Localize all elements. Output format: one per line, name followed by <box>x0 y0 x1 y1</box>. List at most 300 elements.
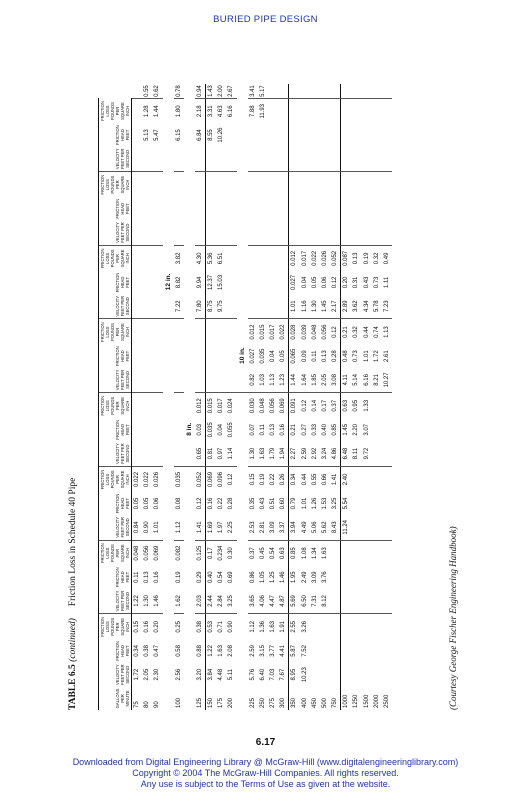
table-row <box>205 82 216 710</box>
value-cell <box>289 84 300 98</box>
value-cell: 2.30 <box>154 668 161 681</box>
value-cell: 4.11 <box>341 368 352 393</box>
value-cell <box>310 172 320 198</box>
value-cell <box>372 540 382 566</box>
value-cell: 2.25 <box>226 515 236 540</box>
value-cell <box>195 172 206 198</box>
value-cell <box>372 662 382 687</box>
value-cell: 8.75 <box>205 294 216 319</box>
value-cell <box>351 639 361 662</box>
table-row <box>195 82 206 710</box>
value-cell: 0.63 <box>341 393 352 419</box>
value-cell: 0.45 <box>259 547 266 559</box>
value-cell: 3.31 <box>205 98 216 123</box>
footer-line-3: Any use is subject to the Terms of Use as given at the website. <box>140 779 391 789</box>
value-cell <box>341 639 352 662</box>
value-cell: 0.04 <box>269 350 276 362</box>
column-header: FRICTION HEAD FEET <box>99 271 132 294</box>
value-cell: 3.07 <box>363 423 370 436</box>
value-cell <box>195 368 206 393</box>
value-cell: 0.38 <box>144 645 151 657</box>
value-cell: 0.15 <box>134 620 141 633</box>
value-cell: 0.039 <box>301 324 308 340</box>
value-cell: 7.31 <box>310 589 320 614</box>
table-row <box>278 82 289 710</box>
value-cell: 2.55 <box>289 614 300 640</box>
value-cell: 0.024 <box>228 398 235 414</box>
running-header: BURIED PIPE DESIGN <box>213 14 318 25</box>
value-cell <box>268 271 278 294</box>
value-cell <box>362 466 372 492</box>
value-cell: 3.94 <box>289 515 300 540</box>
value-cell: 0.44 <box>363 326 370 338</box>
value-cell <box>226 197 236 220</box>
value-cell: 1.33 <box>363 399 370 412</box>
spacer-cell <box>184 466 195 710</box>
value-cell <box>268 147 278 172</box>
value-cell: 4.06 <box>258 589 268 614</box>
value-cell: 0.22 <box>218 497 225 510</box>
value-cell <box>132 319 143 345</box>
value-cell: 0.58 <box>175 645 182 657</box>
value-cell <box>248 147 258 172</box>
value-cell <box>382 515 392 540</box>
page-number: 6.17 <box>255 737 276 748</box>
table-row <box>330 82 341 710</box>
column-header: FRICTION LOSS POUNDS PER SQUARE INCH <box>99 172 132 198</box>
value-cell: 7.23 <box>382 294 392 319</box>
value-cell: 0.015 <box>259 324 266 340</box>
value-cell <box>320 98 330 123</box>
value-cell: 5.36 <box>205 245 216 271</box>
value-cell: 4.86 <box>330 441 341 466</box>
value-cell: 0.017 <box>301 250 308 266</box>
value-cell <box>330 220 341 245</box>
value-cell: 0.234 <box>218 545 225 561</box>
value-cell <box>362 98 372 123</box>
value-cell: 0.048 <box>311 324 318 340</box>
value-cell: 0.62 <box>152 84 162 98</box>
value-cell: 0.022 <box>144 471 151 487</box>
value-cell: 3.65 <box>248 589 258 614</box>
value-cell: 0.05 <box>280 350 287 362</box>
value-cell <box>310 197 320 220</box>
value-cell: 0.048 <box>134 545 141 561</box>
value-cell: 3.25 <box>226 589 236 614</box>
value-cell: 0.03 <box>196 423 203 436</box>
value-cell <box>278 84 289 98</box>
value-cell: 0.19 <box>259 473 266 486</box>
value-cell <box>299 84 309 98</box>
value-cell <box>382 124 392 147</box>
value-cell: 3.25 <box>332 497 339 510</box>
value-cell: 8.43 <box>330 515 341 540</box>
value-cell <box>330 172 341 198</box>
value-cell: 0.12 <box>301 399 308 412</box>
value-cell <box>372 589 382 614</box>
value-cell: 0.13 <box>144 571 151 584</box>
value-cell: 0.17 <box>205 540 216 566</box>
value-cell <box>174 147 184 172</box>
column-header: VELOCITY FEET PER SECOND <box>99 147 132 172</box>
value-cell: 1.63 <box>258 441 268 466</box>
footer-line-1: Downloaded from Digital Engineering Library @ McGraw-Hill (www.digitalengineeringlibrary.com) <box>72 757 459 767</box>
value-cell <box>226 172 236 198</box>
value-cell <box>132 418 143 441</box>
value-cell <box>310 662 320 687</box>
value-cell <box>142 418 152 441</box>
value-cell: 0.84 <box>132 515 143 540</box>
value-cell <box>205 345 216 368</box>
value-cell: 4.48 <box>218 668 225 681</box>
value-cell <box>216 368 226 393</box>
column-header: VELOCITY FEET PER SECOND <box>99 589 132 614</box>
value-cell: 0.069 <box>280 398 287 414</box>
value-cell: 0.43 <box>363 276 370 289</box>
value-cell: 0.73 <box>353 350 360 362</box>
table-row <box>258 82 268 710</box>
value-cell: 1.01 <box>289 294 300 319</box>
value-cell: 8.21 <box>372 368 382 393</box>
value-cell <box>152 271 162 294</box>
value-cell <box>330 98 341 123</box>
value-cell <box>226 345 236 368</box>
value-cell: 3.62 <box>351 294 361 319</box>
value-cell <box>142 245 152 271</box>
value-cell: 6.15 <box>175 129 182 141</box>
value-cell: 0.027 <box>249 348 256 364</box>
value-cell <box>310 124 320 147</box>
value-cell <box>174 172 184 198</box>
value-cell <box>132 147 143 172</box>
value-cell: 0.69 <box>228 571 235 584</box>
value-cell: 0.63 <box>280 547 287 559</box>
value-cell <box>278 197 289 220</box>
value-cell <box>382 220 392 245</box>
value-cell: 0.54 <box>269 547 276 559</box>
value-cell: 1.95 <box>289 566 300 589</box>
value-cell <box>372 441 382 466</box>
value-cell: 5.69 <box>289 589 300 614</box>
value-cell: 0.026 <box>321 250 328 266</box>
table-row <box>382 82 392 710</box>
value-cell: 6.50 <box>299 589 309 614</box>
value-cell: 4.34 <box>362 294 372 319</box>
value-cell: 2.49 <box>301 571 308 584</box>
value-cell <box>320 639 330 662</box>
value-cell: 1.25 <box>269 571 276 584</box>
value-cell: 0.16 <box>205 492 216 515</box>
value-cell: 1.03 <box>258 368 268 393</box>
value-cell <box>320 220 330 245</box>
value-cell: 0.32 <box>353 326 360 338</box>
value-cell: 0.069 <box>205 466 216 492</box>
value-cell: 0.60 <box>280 497 287 510</box>
pipe-size-row <box>163 82 174 710</box>
value-cell: 2.53 <box>248 515 258 540</box>
value-cell <box>152 147 162 172</box>
value-cell: 3.77 <box>269 645 276 657</box>
value-cell <box>268 294 278 319</box>
value-cell: 1.46 <box>280 571 287 584</box>
value-cell: 1.01 <box>152 515 162 540</box>
value-cell: 0.86 <box>249 571 256 584</box>
value-cell <box>320 172 330 198</box>
spacer-cell <box>163 98 174 245</box>
column-header: FRICTION HEAD FEET <box>99 639 132 662</box>
gpm-cell: 300 <box>280 697 287 708</box>
value-cell: 0.030 <box>249 398 256 414</box>
value-cell: 10.27 <box>382 368 392 393</box>
value-cell <box>216 197 226 220</box>
value-cell <box>268 98 278 123</box>
pipe-size-label: 8 in. <box>184 393 195 467</box>
value-cell <box>341 614 352 640</box>
value-cell: 6.84 <box>196 129 203 141</box>
value-cell: 3.84 <box>205 662 216 687</box>
value-cell: 1.26 <box>311 497 318 510</box>
value-cell: 2.59 <box>249 645 256 657</box>
value-cell: 1.01 <box>363 350 370 362</box>
value-cell <box>341 147 352 172</box>
value-cell: 9.72 <box>362 441 372 466</box>
column-header: FRICTION HEAD FEET <box>99 124 132 147</box>
value-cell <box>152 368 162 393</box>
value-cell: 0.65 <box>195 441 206 466</box>
value-cell <box>268 197 278 220</box>
value-cell <box>362 147 372 172</box>
table-row <box>289 82 300 710</box>
value-cell: 3.08 <box>330 368 341 393</box>
value-cell: 8.12 <box>320 589 330 614</box>
value-cell: 1.45 <box>320 294 330 319</box>
column-header: FRICTION LOSS POUNDS PER SQUARE INCH <box>99 98 132 123</box>
value-cell <box>142 172 152 198</box>
value-cell: 5.76 <box>249 668 256 681</box>
value-cell: 0.05 <box>144 497 151 510</box>
value-cell: 0.21 <box>341 319 352 345</box>
value-cell: 0.88 <box>196 645 203 657</box>
value-cell: 10.23 <box>301 667 308 683</box>
value-cell <box>132 82 143 84</box>
value-cell <box>341 84 352 98</box>
value-cell <box>372 614 382 640</box>
value-cell <box>258 294 268 319</box>
value-cell <box>382 614 392 640</box>
value-cell: 0.43 <box>259 497 266 510</box>
spacer-cell <box>237 393 248 710</box>
value-cell <box>382 418 392 441</box>
table-row <box>299 82 309 710</box>
gpm-cell: 2500 <box>384 694 391 708</box>
value-cell: 2.44 <box>205 589 216 614</box>
table-caption <box>68 70 100 710</box>
value-cell <box>132 98 143 123</box>
value-cell: 0.11 <box>311 350 318 362</box>
value-cell <box>195 197 206 220</box>
value-cell: 0.20 <box>154 620 161 633</box>
value-cell: 2.84 <box>216 589 226 614</box>
value-cell: 2.89 <box>341 294 352 319</box>
value-cell <box>248 172 258 198</box>
table-row <box>132 82 143 710</box>
value-cell: 2.67 <box>226 84 236 98</box>
value-cell <box>330 662 341 687</box>
value-cell <box>195 147 206 172</box>
value-cell: 0.017 <box>218 398 225 414</box>
value-cell <box>132 271 143 294</box>
value-cell: 10.26 <box>218 127 225 143</box>
value-cell: 0.28 <box>332 350 339 362</box>
value-cell <box>258 197 268 220</box>
value-cell <box>226 220 236 245</box>
value-cell <box>289 147 300 172</box>
value-cell <box>351 589 361 614</box>
value-cell: 0.21 <box>289 418 300 441</box>
value-cell: 7.22 <box>174 294 184 319</box>
value-cell: 7.67 <box>280 668 287 681</box>
value-cell: 0.26 <box>280 473 287 486</box>
value-cell <box>132 220 143 245</box>
value-cell: 0.082 <box>175 545 182 561</box>
value-cell <box>278 294 289 319</box>
value-cell: 0.49 <box>384 252 391 265</box>
value-cell <box>382 566 392 589</box>
value-cell: 4.47 <box>268 589 278 614</box>
value-cell <box>362 220 372 245</box>
value-cell: 8.55 <box>205 124 216 147</box>
value-cell <box>278 172 289 198</box>
table-row <box>226 82 236 710</box>
value-cell <box>278 220 289 245</box>
value-cell <box>362 515 372 540</box>
value-cell: 4.41 <box>280 645 287 657</box>
value-cell <box>341 197 352 220</box>
value-cell <box>372 147 382 172</box>
value-cell: 0.55 <box>142 84 152 98</box>
value-cell <box>341 662 352 687</box>
value-cell: 1.97 <box>216 515 226 540</box>
value-cell <box>268 245 278 271</box>
value-cell: 0.087 <box>341 245 352 271</box>
table-row <box>341 82 352 710</box>
value-cell: 3.20 <box>196 668 203 681</box>
value-cell <box>330 589 341 614</box>
gpm-cell: 75 <box>134 701 141 708</box>
value-cell: 8.11 <box>351 441 361 466</box>
value-cell <box>268 172 278 198</box>
column-header: VELOCITY FEET PER SECOND <box>99 294 132 319</box>
value-cell: 0.97 <box>216 441 226 466</box>
value-cell: 2.59 <box>299 441 309 466</box>
value-cell <box>372 197 382 220</box>
value-cell <box>289 124 300 147</box>
value-cell <box>372 492 382 515</box>
value-cell: 0.056 <box>269 398 276 414</box>
value-cell <box>248 124 258 147</box>
value-cell <box>152 418 162 441</box>
value-cell <box>341 589 352 614</box>
value-cell <box>351 466 361 492</box>
value-cell <box>330 614 341 640</box>
value-cell: 5.62 <box>320 515 330 540</box>
value-cell: 1.12 <box>249 620 256 633</box>
value-cell <box>205 368 216 393</box>
table-continued: (continued) <box>68 618 78 662</box>
value-cell <box>132 124 143 147</box>
value-cell <box>362 124 372 147</box>
value-cell <box>320 124 330 147</box>
value-cell: 4.30 <box>196 252 203 265</box>
value-cell: 3.76 <box>321 571 328 584</box>
value-cell: 2.18 <box>196 105 203 118</box>
value-cell <box>152 319 162 345</box>
value-cell: 9.75 <box>216 294 226 319</box>
value-cell: 0.052 <box>332 250 339 266</box>
value-cell: 0.096 <box>218 471 225 487</box>
value-cell: 1.85 <box>310 368 320 393</box>
value-cell <box>132 172 143 198</box>
value-cell: 0.06 <box>154 497 161 510</box>
value-cell: 4.49 <box>299 515 309 540</box>
value-cell: 0.78 <box>174 84 184 98</box>
value-cell <box>248 245 258 271</box>
value-cell: 0.34 <box>289 466 300 492</box>
value-cell <box>205 220 216 245</box>
value-cell <box>362 172 372 198</box>
value-cell: 0.38 <box>196 620 203 633</box>
value-cell <box>226 294 236 319</box>
value-cell: 0.07 <box>249 423 256 436</box>
value-cell <box>341 220 352 245</box>
value-cell <box>341 540 352 566</box>
value-cell <box>152 245 162 271</box>
value-cell <box>226 368 236 393</box>
value-cell: 5.47 <box>154 129 161 141</box>
value-cell: 0.035 <box>259 348 266 364</box>
value-cell: 0.026 <box>154 471 161 487</box>
gpm-cell: 1500 <box>363 694 370 708</box>
value-cell: 1.22 <box>205 639 216 662</box>
value-cell <box>248 271 258 294</box>
value-cell: 4.87 <box>278 589 289 614</box>
value-cell: 1.41 <box>332 473 339 486</box>
value-cell: 1.13 <box>268 368 278 393</box>
table-header-row <box>99 82 132 710</box>
column-header: FRICTION LOSS POUNDS PER SQUARE INCH <box>99 540 132 566</box>
value-cell: 0.08 <box>175 497 182 510</box>
value-cell <box>195 220 206 245</box>
value-cell <box>205 147 216 172</box>
value-cell <box>320 147 330 172</box>
value-cell: 0.54 <box>218 571 225 584</box>
value-cell: 3.09 <box>311 571 318 584</box>
value-cell: 0.32 <box>373 252 380 265</box>
column-header: VELOCITY FEET PER SECOND <box>99 220 132 245</box>
value-cell <box>310 84 320 98</box>
table-number: TABLE 6.5 <box>68 664 78 710</box>
value-cell: 7.80 <box>195 294 206 319</box>
value-cell <box>320 197 330 220</box>
value-cell <box>258 124 268 147</box>
value-cell: 0.069 <box>154 545 161 561</box>
gpm-cell: 500 <box>321 697 328 708</box>
value-cell <box>341 124 352 147</box>
value-cell: 4.63 <box>218 105 225 118</box>
column-header: FRICTION HEAD FEET <box>99 492 132 515</box>
value-cell: 1.63 <box>218 645 225 657</box>
value-cell <box>351 172 361 198</box>
